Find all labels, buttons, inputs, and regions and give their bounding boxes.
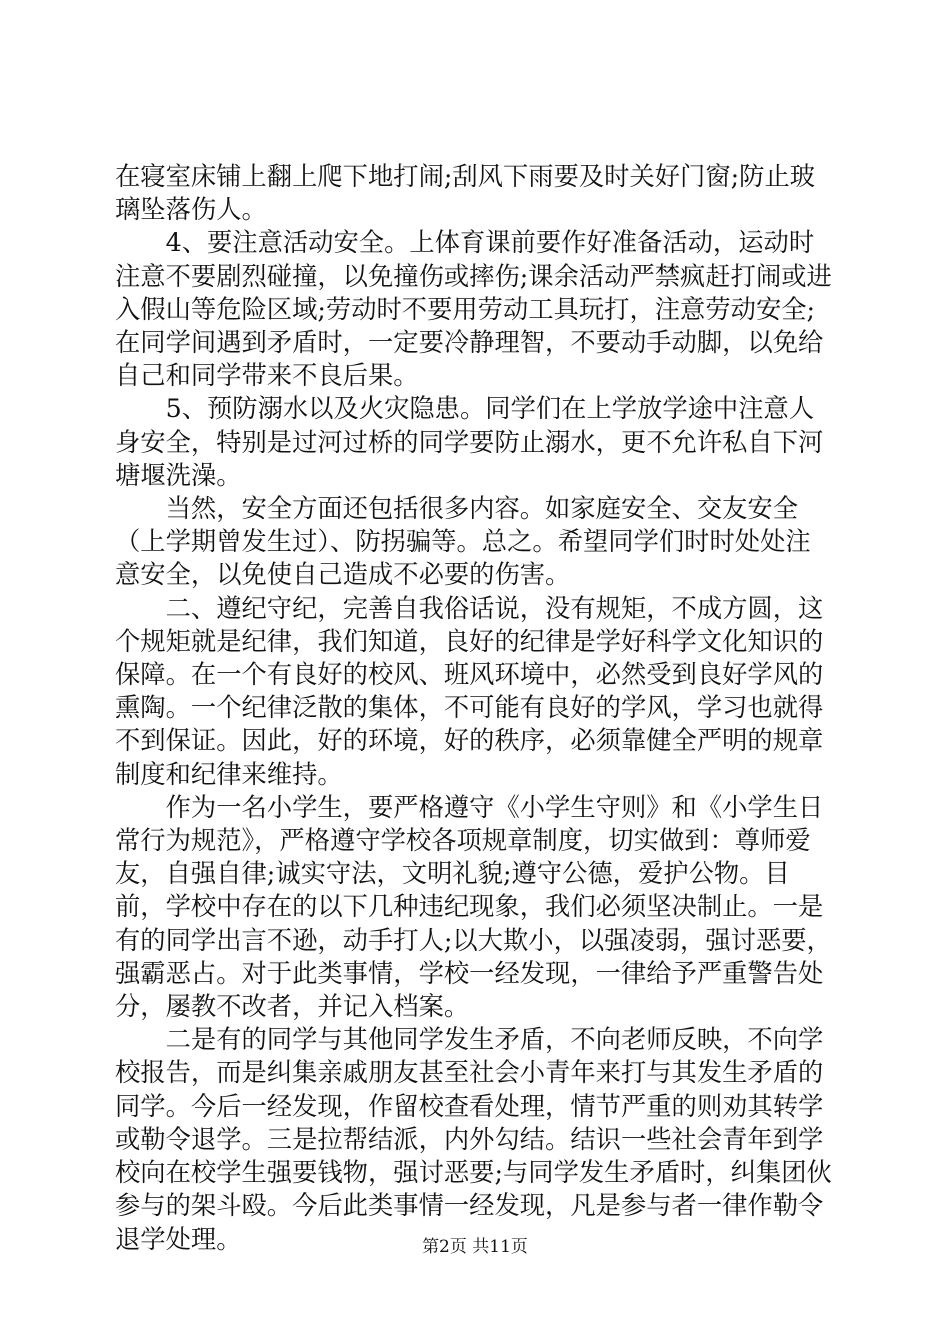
paragraph-activity-safety: 4、要注意活动安全。上体育课前要作好准备活动，运动时注意不要剧烈碰撞，以免撞伤或摔伤;课余活动严禁疯赶打闹或进入假山等危险区域;劳动时不要用劳动工具玩打，注意劳动安全;在同学间遇到矛盾时，一定要冷静理智，不要动手动脚，以免给自己和同学带来不良后果。 — [115, 228, 832, 391]
paragraph-discipline-heading: 二、遵纪守纪，完善自我俗话说，没有规矩，不成方圆，这个规矩就是纪律，我们知道，良好的纪律是学好科学文化知识的保障。在一个有良好的校风、班风环境中，必然受到良好学风的熏陶。一个纪律泛散的集体，不可能有良好的学风，学习也就得不到保证。因此，好的环境，好的秩序，必须靠健全严明的规章制度和纪律来维持。 — [115, 593, 824, 789]
paragraph-student-rules: 作为一名小学生，要严格遵守《小学生守则》和《小学生日常行为规范》，严格遵守学校各项规章制度，切实做到：尊师爱友，自强自律;诚实守法，文明礼貌;遵守公德，爱护公物。目前，学校中存在的以下几种违纪现象，我们必须坚决制止。一是有的同学出言不逊，动手打人;以大欺小，以强凌弱，强讨恶要，强霸恶占。对于此类事情，学校一经发现，一律给予严重警告处分，屡教不改者，并记入档案。 — [115, 792, 832, 1022]
paragraph-continuation: 在寝室床铺上翻上爬下地打闹;刮风下雨要及时关好门窗;防止玻璃坠落伤人。 — [115, 162, 816, 225]
paragraph-violations: 二是有的同学与其他同学发生矛盾，不向老师反映，不向学校报告，而是纠集亲戚朋友甚至社会小青年来打与其发生矛盾的同学。今后一经发现，作留校查看处理，情节严重的则劝其转学或勒令退学。三是拉帮结派，内外勾结。结识一些社会青年到学校向在校学生强要钱物，强讨恶要;与同学发生矛盾时，纠集团伙参与的架斗殴。今后此类事情一经发现，凡是参与者一律作勒令退学处理。 — [115, 1025, 832, 1254]
paragraph-safety-summary: 当然，安全方面还包括很多内容。如家庭安全、交友安全（上学期曾发生过）、防拐骗等。总之。希望同学们时时处处注意安全，以免使自己造成不必要的伤害。 — [115, 494, 811, 590]
paragraph-drowning-fire: 5、预防溺水以及火灾隐患。同学们在上学放学途中注意人身安全，特别是过河过桥的同学要防止溺水，更不允许私自下河塘堰洗澡。 — [115, 394, 824, 490]
document-body — [115, 160, 835, 1256]
page-footer: 第2页 共11页 — [422, 1237, 528, 1257]
